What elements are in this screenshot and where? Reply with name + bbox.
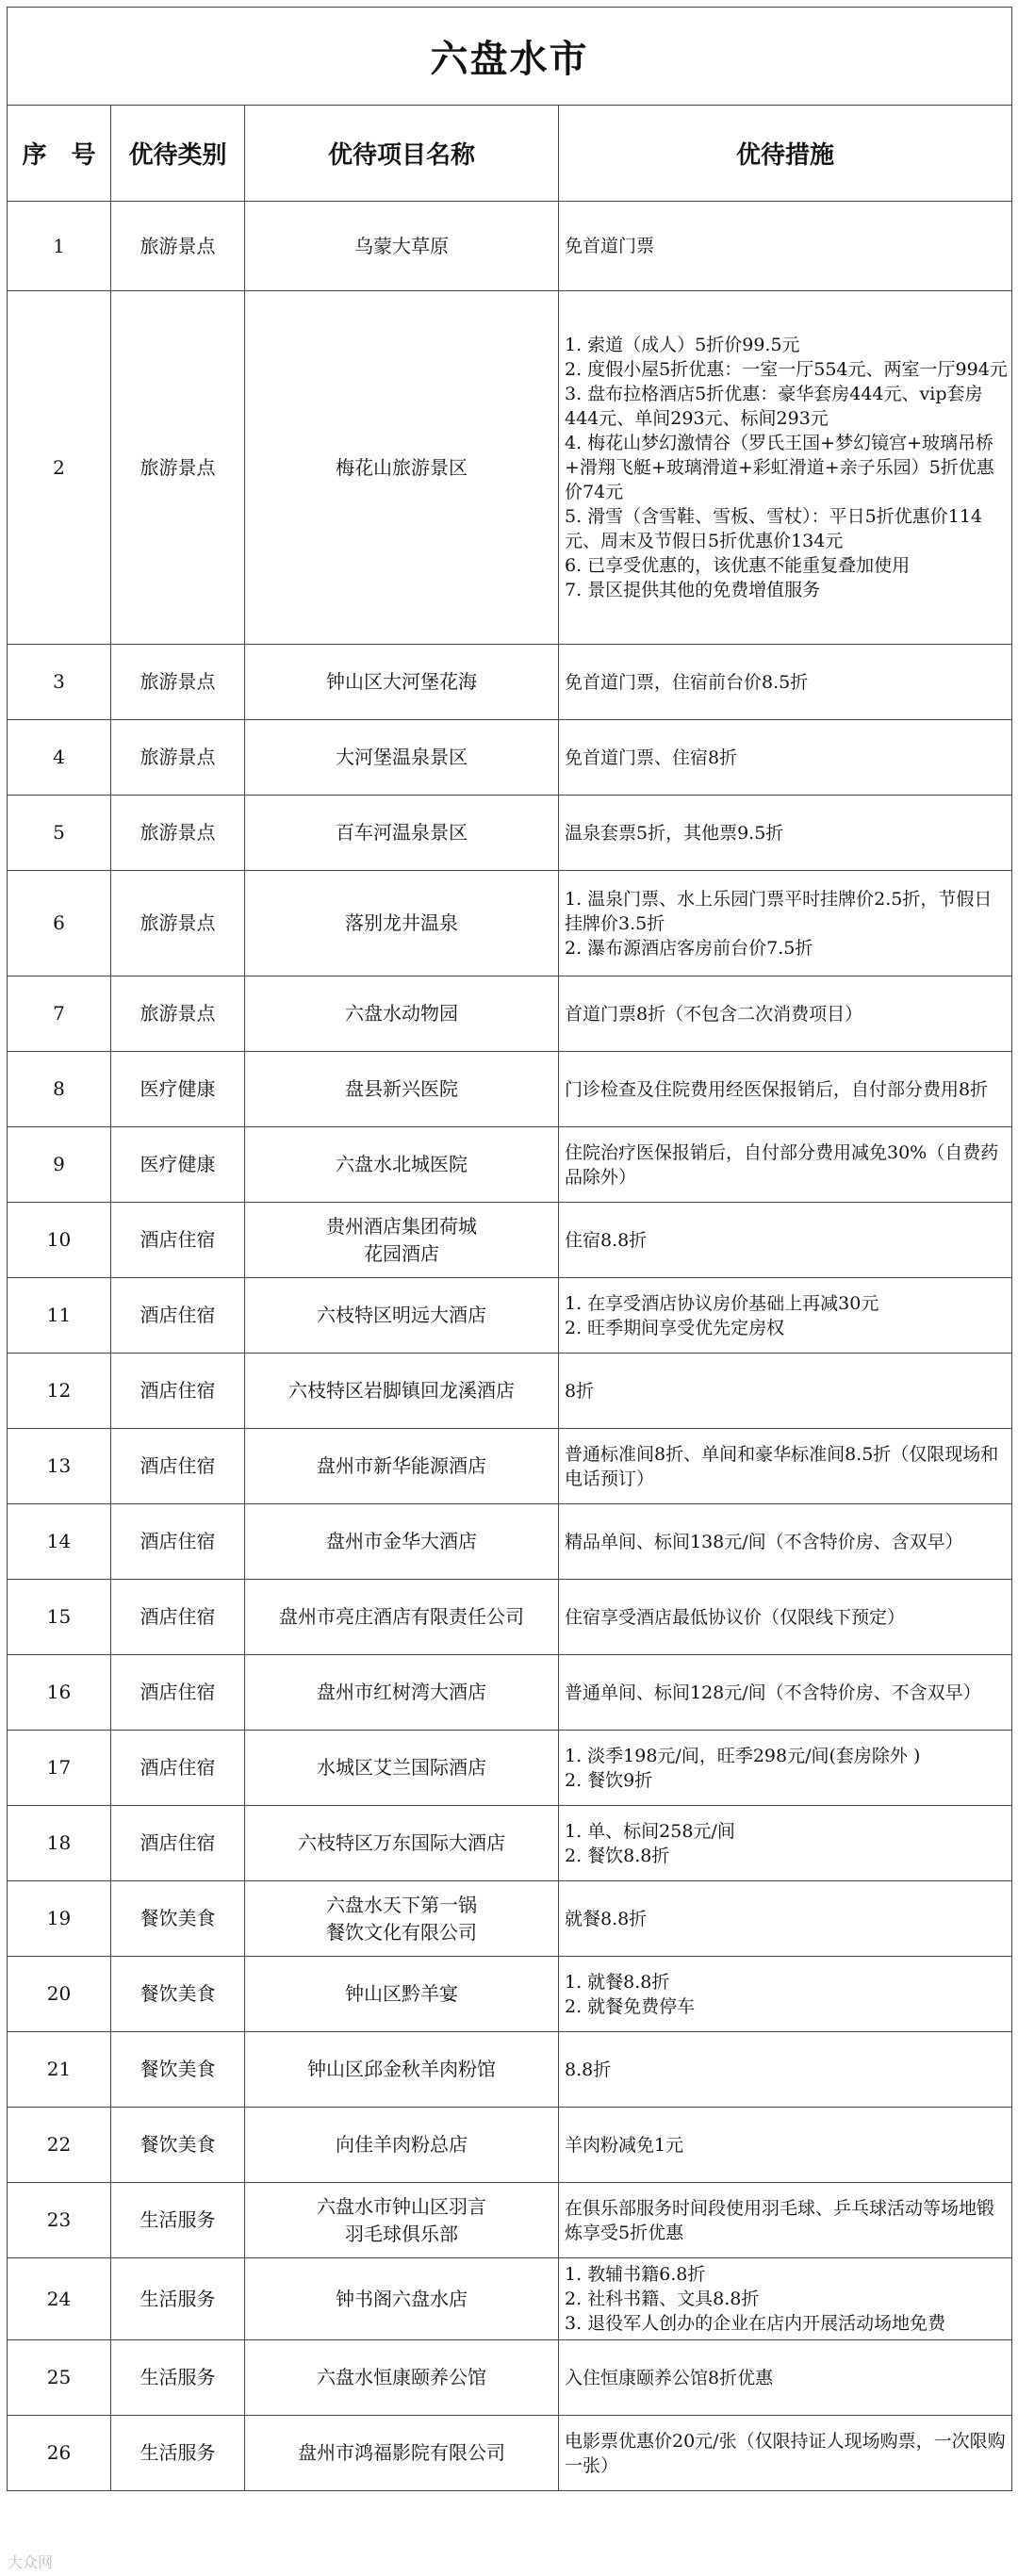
row-category: 医疗健康 bbox=[111, 1052, 245, 1127]
row-name: 水城区艾兰国际酒店 bbox=[245, 1731, 559, 1806]
table-row bbox=[8, 1052, 1012, 1127]
row-seq: 13 bbox=[8, 1429, 111, 1504]
row-name: 钟山区大河堡花海 bbox=[245, 645, 559, 720]
watermark: 大众网 bbox=[8, 2553, 54, 2571]
row-seq: 1 bbox=[8, 202, 111, 291]
row-measures: 就餐8.8折 bbox=[559, 1881, 1012, 1957]
row-seq: 24 bbox=[8, 2258, 111, 2340]
row-category: 旅游景点 bbox=[111, 291, 245, 645]
row-name: 六枝特区明远大酒店 bbox=[245, 1278, 559, 1354]
table-row bbox=[8, 2108, 1012, 2183]
row-category: 餐饮美食 bbox=[111, 1957, 245, 2032]
row-measures: 普通单间、标间128元/间（不含特价房、不含双早） bbox=[559, 1655, 1012, 1731]
row-measures: 免首道门票、住宿8折 bbox=[559, 720, 1012, 796]
row-measures: 1. 淡季198元/间，旺季298元/间(套房除外 ) 2. 餐饮9折 bbox=[559, 1731, 1012, 1806]
row-category: 生活服务 bbox=[111, 2340, 245, 2416]
row-seq: 25 bbox=[8, 2340, 111, 2416]
header-measures: 优待措施 bbox=[559, 106, 1012, 202]
row-measures: 1. 在享受酒店协议房价基础上再减30元 2. 旺季期间享受优先定房权 bbox=[559, 1278, 1012, 1354]
row-seq: 22 bbox=[8, 2108, 111, 2183]
row-category: 生活服务 bbox=[111, 2183, 245, 2258]
row-category: 餐饮美食 bbox=[111, 2032, 245, 2108]
table-row bbox=[8, 1354, 1012, 1429]
table-row bbox=[8, 796, 1012, 871]
row-measures: 精品单间、标间138元/间（不含特价房、含双早） bbox=[559, 1504, 1012, 1580]
row-measures: 羊肉粉减免1元 bbox=[559, 2108, 1012, 2183]
row-seq: 5 bbox=[8, 796, 111, 871]
row-name: 盘州市新华能源酒店 bbox=[245, 1429, 559, 1504]
row-measures: 8.8折 bbox=[559, 2032, 1012, 2108]
row-seq: 4 bbox=[8, 720, 111, 796]
row-measures: 入住恒康颐养公馆8折优惠 bbox=[559, 2340, 1012, 2416]
row-name: 六枝特区岩脚镇回龙溪酒店 bbox=[245, 1354, 559, 1429]
table-row bbox=[8, 1957, 1012, 2032]
table-row bbox=[8, 1203, 1012, 1278]
row-category: 餐饮美食 bbox=[111, 2108, 245, 2183]
row-category: 旅游景点 bbox=[111, 976, 245, 1052]
page-title: 六盘水市 bbox=[8, 8, 1012, 106]
table-row bbox=[8, 1429, 1012, 1504]
row-name: 六盘水天下第一锅 餐饮文化有限公司 bbox=[245, 1881, 559, 1957]
table-row bbox=[8, 2032, 1012, 2108]
row-category: 医疗健康 bbox=[111, 1127, 245, 1203]
row-measures: 1. 温泉门票、水上乐园门票平时挂牌价2.5折，节假日挂牌价3.5折 2. 瀑布源酒店客房前台价7.5折 bbox=[559, 871, 1012, 976]
row-seq: 16 bbox=[8, 1655, 111, 1731]
row-name: 钟山区邱金秋羊肉粉馆 bbox=[245, 2032, 559, 2108]
header-seq: 序 号 bbox=[8, 106, 111, 202]
table-row bbox=[8, 1731, 1012, 1806]
row-seq: 12 bbox=[8, 1354, 111, 1429]
row-category: 酒店住宿 bbox=[111, 1580, 245, 1655]
row-name: 百车河温泉景区 bbox=[245, 796, 559, 871]
row-name: 盘县新兴医院 bbox=[245, 1052, 559, 1127]
row-name: 盘州市红树湾大酒店 bbox=[245, 1655, 559, 1731]
table-row bbox=[8, 1278, 1012, 1354]
table-row bbox=[8, 645, 1012, 720]
row-measures: 住宿8.8折 bbox=[559, 1203, 1012, 1278]
row-name: 钟书阁六盘水店 bbox=[245, 2258, 559, 2340]
row-category: 酒店住宿 bbox=[111, 1504, 245, 1580]
table-row bbox=[8, 2416, 1012, 2491]
table-header-row bbox=[8, 106, 1012, 202]
row-name: 盘州市亮庄酒店有限责任公司 bbox=[245, 1580, 559, 1655]
row-measures: 免首道门票，住宿前台价8.5折 bbox=[559, 645, 1012, 720]
row-category: 酒店住宿 bbox=[111, 1655, 245, 1731]
table-row bbox=[8, 1881, 1012, 1957]
row-name: 落别龙井温泉 bbox=[245, 871, 559, 976]
row-seq: 10 bbox=[8, 1203, 111, 1278]
row-category: 生活服务 bbox=[111, 2258, 245, 2340]
document-page bbox=[7, 7, 1011, 2491]
row-category: 旅游景点 bbox=[111, 796, 245, 871]
row-measures: 1. 就餐8.8折 2. 就餐免费停车 bbox=[559, 1957, 1012, 2032]
row-category: 旅游景点 bbox=[111, 720, 245, 796]
header-category: 优待类别 bbox=[111, 106, 245, 202]
row-seq: 7 bbox=[8, 976, 111, 1052]
row-category: 酒店住宿 bbox=[111, 1429, 245, 1504]
table-row bbox=[8, 202, 1012, 291]
row-seq: 17 bbox=[8, 1731, 111, 1806]
row-name: 六盘水市钟山区羽言 羽毛球俱乐部 bbox=[245, 2183, 559, 2258]
table-row bbox=[8, 720, 1012, 796]
row-name: 贵州酒店集团荷城 花园酒店 bbox=[245, 1203, 559, 1278]
table-row bbox=[8, 1580, 1012, 1655]
row-measures: 住宿享受酒店最低协议价（仅限线下预定） bbox=[559, 1580, 1012, 1655]
row-seq: 20 bbox=[8, 1957, 111, 2032]
row-measures: 在俱乐部服务时间段使用羽毛球、乒乓球活动等场地锻炼享受5折优惠 bbox=[559, 2183, 1012, 2258]
row-name: 乌蒙大草原 bbox=[245, 202, 559, 291]
row-measures: 温泉套票5折，其他票9.5折 bbox=[559, 796, 1012, 871]
row-name: 钟山区黔羊宴 bbox=[245, 1957, 559, 2032]
row-category: 酒店住宿 bbox=[111, 1806, 245, 1881]
table-row bbox=[8, 2183, 1012, 2258]
table-row bbox=[8, 1127, 1012, 1203]
table-row bbox=[8, 2258, 1012, 2340]
row-seq: 21 bbox=[8, 2032, 111, 2108]
header-name: 优待项目名称 bbox=[245, 106, 559, 202]
row-seq: 15 bbox=[8, 1580, 111, 1655]
row-name: 六盘水北城医院 bbox=[245, 1127, 559, 1203]
row-measures: 电影票优惠价20元/张（仅限持证人现场购票，一次限购一张） bbox=[559, 2416, 1012, 2491]
row-seq: 26 bbox=[8, 2416, 111, 2491]
row-measures: 首道门票8折（不包含二次消费项目） bbox=[559, 976, 1012, 1052]
row-category: 酒店住宿 bbox=[111, 1203, 245, 1278]
table-row bbox=[8, 1655, 1012, 1731]
row-category: 旅游景点 bbox=[111, 871, 245, 976]
table-row bbox=[8, 1806, 1012, 1881]
row-seq: 2 bbox=[8, 291, 111, 645]
row-name: 向佳羊肉粉总店 bbox=[245, 2108, 559, 2183]
row-seq: 6 bbox=[8, 871, 111, 976]
row-seq: 8 bbox=[8, 1052, 111, 1127]
row-name: 六枝特区万东国际大酒店 bbox=[245, 1806, 559, 1881]
row-category: 酒店住宿 bbox=[111, 1731, 245, 1806]
row-seq: 3 bbox=[8, 645, 111, 720]
row-name: 梅花山旅游景区 bbox=[245, 291, 559, 645]
row-measures: 门诊检查及住院费用经医保报销后，自付部分费用8折 bbox=[559, 1052, 1012, 1127]
row-name: 盘州市鸿福影院有限公司 bbox=[245, 2416, 559, 2491]
row-measures: 1. 教辅书籍6.8折 2. 社科书籍、文具8.8折 3. 退役军人创办的企业在店内开展活动场地免费 bbox=[559, 2258, 1012, 2340]
row-category: 餐饮美食 bbox=[111, 1881, 245, 1957]
table-body bbox=[8, 202, 1012, 2491]
row-category: 酒店住宿 bbox=[111, 1278, 245, 1354]
row-seq: 9 bbox=[8, 1127, 111, 1203]
row-seq: 11 bbox=[8, 1278, 111, 1354]
row-name: 盘州市金华大酒店 bbox=[245, 1504, 559, 1580]
row-measures: 免首道门票 bbox=[559, 202, 1012, 291]
table-row bbox=[8, 1504, 1012, 1580]
row-measures: 1. 索道（成人）5折价99.5元 2. 度假小屋5折优惠：一室一厅554元、两室一厅994元 3. 盘布拉格酒店5折优惠：豪华套房444元、vip套房444元、单间293元、标间293元 4. 梅花山梦幻激情谷（罗氏王国+梦幻镜宫+玻璃吊桥+滑翔飞艇+玻璃滑道+彩虹滑道+亲子乐园）5折优惠价74元 5. 滑雪（含雪鞋、雪板、雪杖）：平日5折优惠价114元、周末及节假日5折优惠价134元 6. 已享受优惠的，该优惠不能重复叠加使用 7. 景区提供其他的免费增值服务 bbox=[559, 291, 1012, 645]
row-seq: 19 bbox=[8, 1881, 111, 1957]
table-row bbox=[8, 291, 1012, 645]
row-seq: 18 bbox=[8, 1806, 111, 1881]
row-measures: 住院治疗医保报销后，自付部分费用减免30%（自费药品除外） bbox=[559, 1127, 1012, 1203]
row-seq: 23 bbox=[8, 2183, 111, 2258]
benefits-table bbox=[7, 7, 1012, 2491]
row-name: 六盘水恒康颐养公馆 bbox=[245, 2340, 559, 2416]
table-row bbox=[8, 871, 1012, 976]
row-category: 生活服务 bbox=[111, 2416, 245, 2491]
table-row bbox=[8, 976, 1012, 1052]
row-category: 旅游景点 bbox=[111, 645, 245, 720]
row-name: 大河堡温泉景区 bbox=[245, 720, 559, 796]
row-category: 酒店住宿 bbox=[111, 1354, 245, 1429]
row-name: 六盘水动物园 bbox=[245, 976, 559, 1052]
row-category: 旅游景点 bbox=[111, 202, 245, 291]
row-seq: 14 bbox=[8, 1504, 111, 1580]
row-measures: 8折 bbox=[559, 1354, 1012, 1429]
table-row bbox=[8, 2340, 1012, 2416]
row-measures: 1. 单、标间258元/间 2. 餐饮8.8折 bbox=[559, 1806, 1012, 1881]
row-measures: 普通标准间8折、单间和豪华标准间8.5折（仅限现场和电话预订） bbox=[559, 1429, 1012, 1504]
